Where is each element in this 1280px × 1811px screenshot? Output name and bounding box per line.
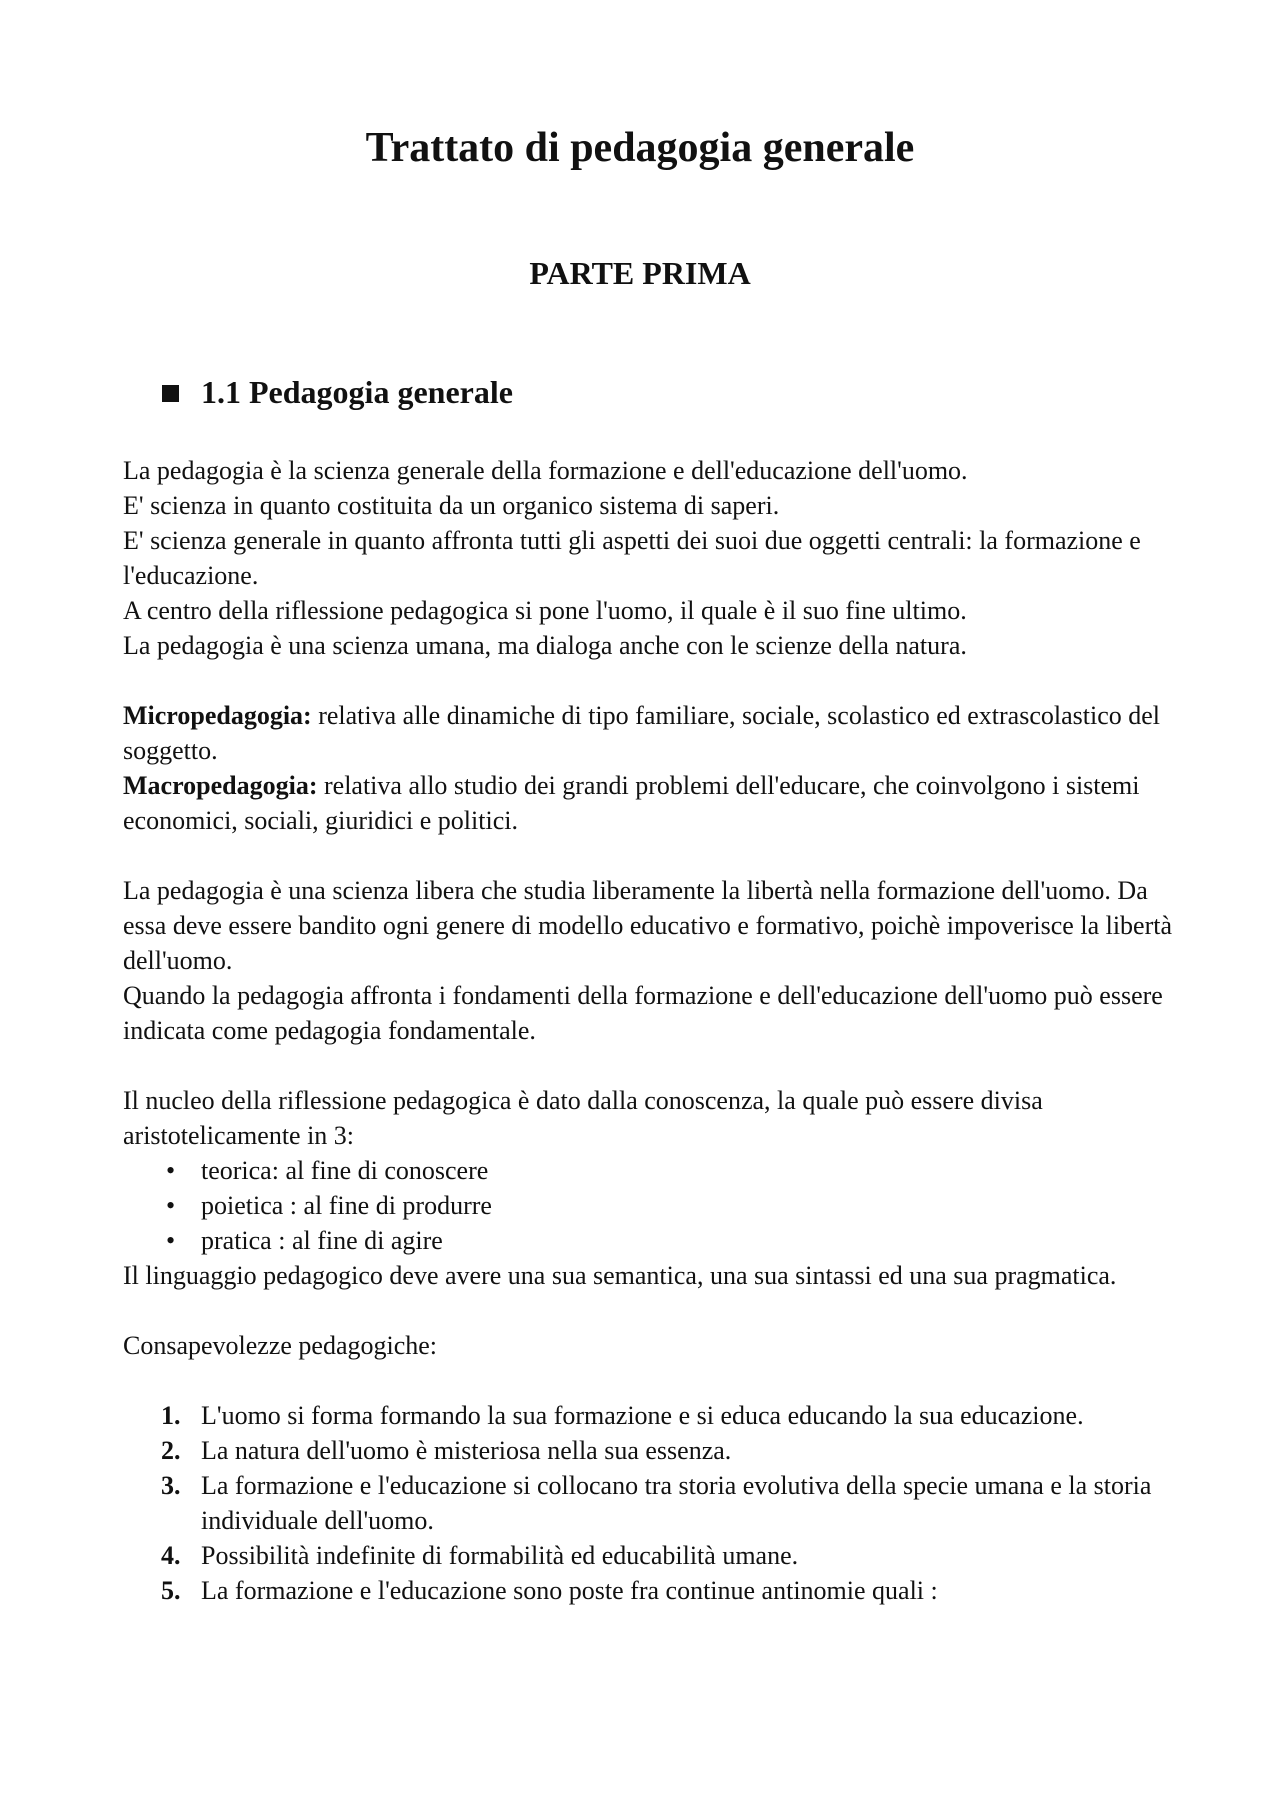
intro-line: La pedagogia è una scienza umana, ma dialoga anche con le scienze della natura. xyxy=(123,631,967,660)
bullet-icon: • xyxy=(166,1226,176,1255)
list-number: 2. xyxy=(161,1436,181,1465)
knowledge-types-list xyxy=(123,1153,1183,1258)
bullet-icon: • xyxy=(166,1191,176,1220)
section-heading-text: 1.1 Pedagogia generale xyxy=(201,374,513,410)
intro-line: A centro della riflessione pedagogica si pone l'uomo, il quale è il suo fine ultimo. xyxy=(123,596,967,625)
list-number: 3. xyxy=(161,1471,181,1500)
list-item: • poietica : al fine di produrre xyxy=(123,1188,1183,1223)
document-title: Trattato di pedagogia generale xyxy=(365,125,915,171)
micropedagogia-text: relativa alle dinamiche di tipo familiare, sociale, scolastico ed extrascolastico del soggetto. xyxy=(123,701,1160,765)
awareness-list xyxy=(123,1398,1183,1608)
micropedagogia-definition xyxy=(123,698,1183,768)
part-heading: PARTE PRIMA xyxy=(529,255,751,291)
list-item: 5. La formazione e l'educazione sono poste fra continue antinomie quali : xyxy=(123,1573,1183,1608)
list-number: 5. xyxy=(161,1576,181,1605)
fundamental-paragraph: Quando la pedagogia affronta i fondamenti della formazione e dell'educazione dell'uomo può essere indicata come pedagogia fondamentale. xyxy=(123,981,1163,1045)
macropedagogia-term: Macropedagogia: xyxy=(123,771,318,800)
bullet-icon: • xyxy=(166,1156,176,1185)
list-number: 4. xyxy=(161,1541,181,1570)
list-item: 4. Possibilità indefinite di formabilità ed educabilità umane. xyxy=(123,1538,1183,1573)
macropedagogia-text: relativa allo studio dei grandi problemi dell'educare, che coinvolgono i sistemi economici, sociali, giuridici e politici. xyxy=(123,771,1140,835)
list-item: • teorica: al fine di conoscere xyxy=(123,1153,1183,1188)
list-item: • pratica : al fine di agire xyxy=(123,1223,1183,1258)
awareness-heading: Consapevolezze pedagogiche: xyxy=(123,1331,438,1360)
nucleus-paragraph: Il nucleo della riflessione pedagogica è dato dalla conoscenza, la quale può essere divisa aristotelicamente in 3: xyxy=(123,1086,1043,1150)
micropedagogia-term: Micropedagogia: xyxy=(123,701,312,730)
list-item: 1. L'uomo si forma formando la sua formazione e si educa educando la sua educazione. xyxy=(123,1398,1183,1433)
intro-line: La pedagogia è la scienza generale della formazione e dell'educazione dell'uomo. xyxy=(123,456,968,485)
intro-line: E' scienza in quanto costituita da un organico sistema di saperi. xyxy=(123,491,780,520)
square-bullet-icon xyxy=(162,385,179,402)
freedom-paragraph: La pedagogia è una scienza libera che studia liberamente la libertà nella formazione dell'uomo. Da essa deve essere bandito ogni genere di modello educativo e formativo, poichè impoverisce la libertà dell'uomo. xyxy=(123,876,1173,975)
section-heading xyxy=(162,370,513,414)
list-item: 3. La formazione e l'educazione si collocano tra storia evolutiva della specie umana e la storia individuale dell'uomo. xyxy=(123,1468,1183,1538)
list-number: 1. xyxy=(161,1401,181,1430)
list-item: 2. La natura dell'uomo è misteriosa nella sua essenza. xyxy=(123,1433,1183,1468)
language-paragraph: Il linguaggio pedagogico deve avere una sua semantica, una sua sintassi ed una sua pragmatica. xyxy=(123,1261,1117,1290)
document-body xyxy=(123,453,1183,1608)
macropedagogia-definition xyxy=(123,768,1183,838)
intro-line: E' scienza generale in quanto affronta tutti gli aspetti dei suoi due oggetti centrali: la formazione e l'educazione. xyxy=(123,526,1141,590)
